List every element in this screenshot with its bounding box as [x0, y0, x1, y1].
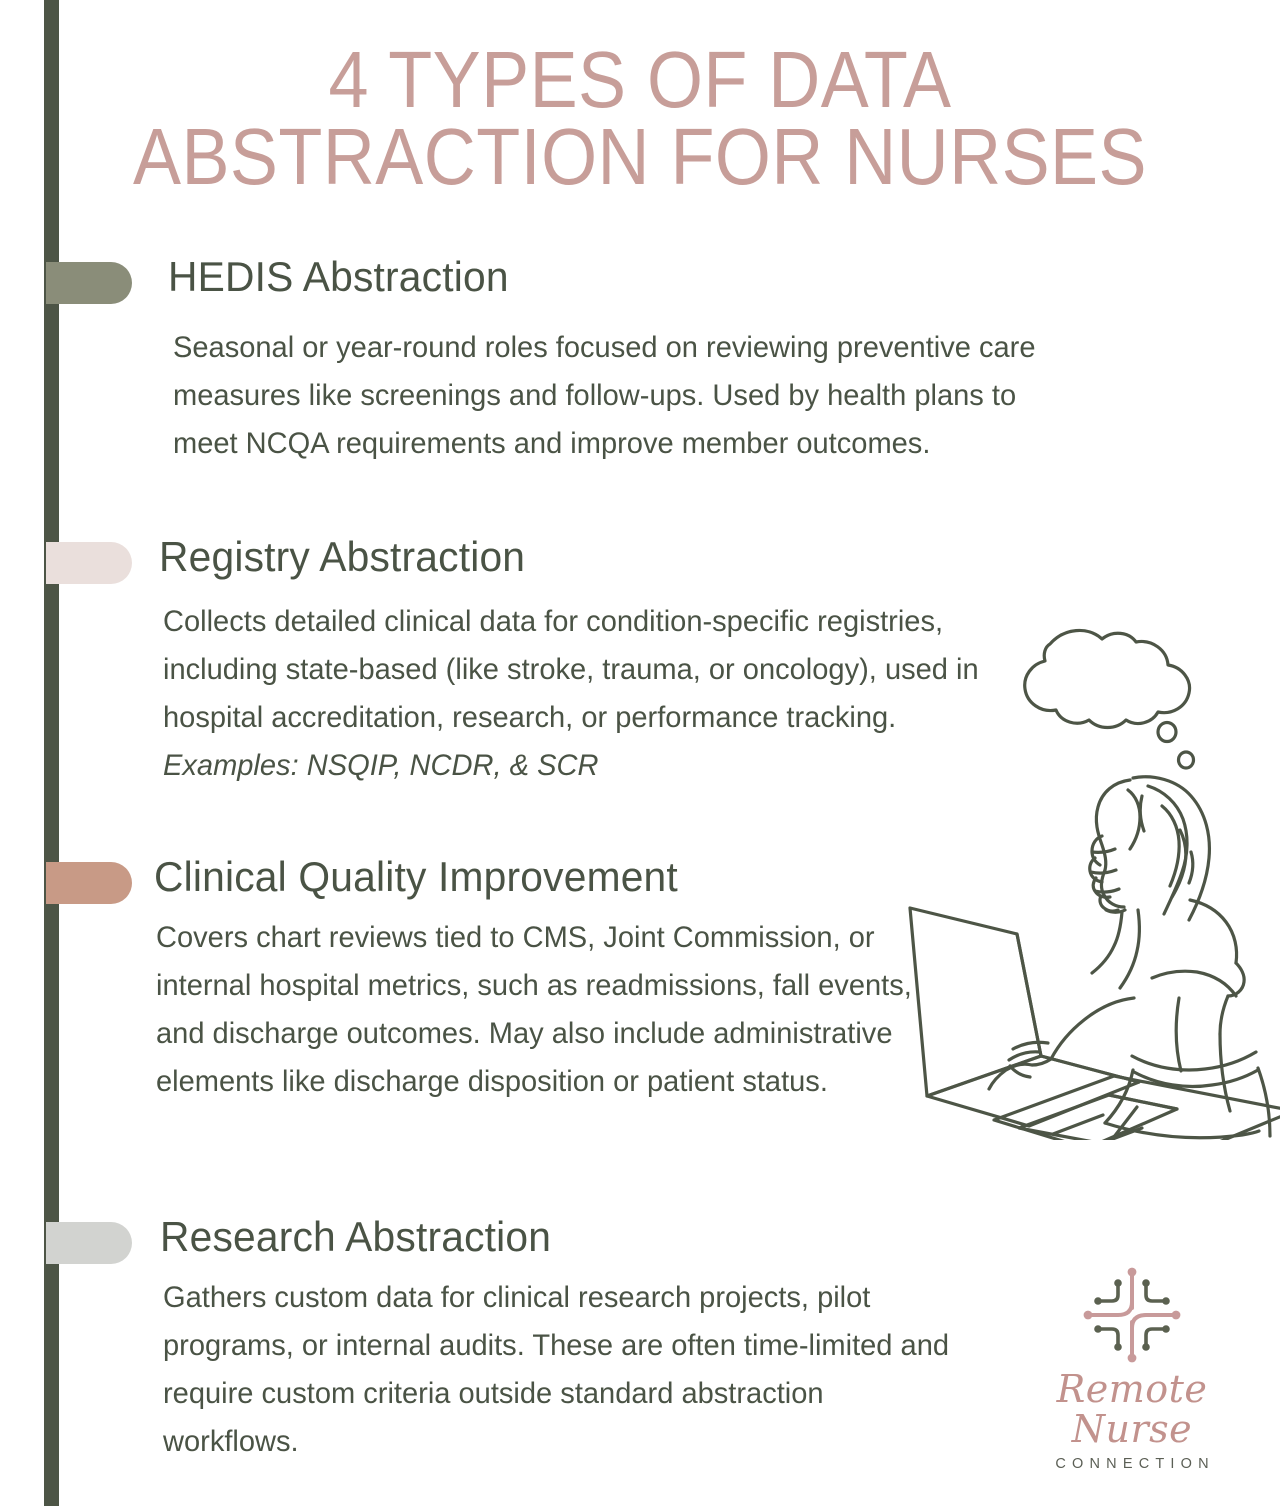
section-tab-research: [46, 1222, 132, 1264]
page-title-line-2: ABSTRACTION FOR NURSES: [132, 111, 1147, 201]
section-tab-registry: [46, 542, 132, 584]
section-heading-hedis: HEDIS Abstraction: [168, 253, 509, 300]
circuit-cross-logo-icon: [1076, 1264, 1188, 1366]
section-tab-clinical-quality: [46, 862, 132, 904]
section-heading-research: Research Abstraction: [160, 1213, 552, 1260]
section-body-clinical-quality: Covers chart reviews tied to CMS, Joint Commission, or internal hospital metrics, such as readmissions, fall events, and discharge outcomes. May also include administrative elements like discharge disposition or patient status.: [156, 921, 912, 1099]
section-body-registry: [163, 598, 995, 790]
left-accent-rail: [44, 0, 59, 1506]
section-body-registry-examples: Examples: NSQIP, NCDR, & SCR: [163, 749, 599, 783]
page-title-line-1: 4 TYPES OF DATA: [328, 35, 952, 124]
brand-logo: [1012, 1264, 1252, 1472]
section-heading-registry: Registry Abstraction: [159, 533, 526, 580]
section-heading-clinical-quality: Clinical Quality Improvement: [154, 853, 678, 900]
section-body-hedis: Seasonal or year-round roles focused on reviewing preventive care measures like screenings and follow-ups. Used by health plans to meet NCQA requirements and improve member outcomes.: [173, 331, 1036, 461]
section-body-research: Gathers custom data for clinical research projects, pilot programs, or internal audits. These are often time-limited and require custom criteria outside standard abstraction workflows.: [163, 1281, 950, 1459]
brand-name-subtitle: CONNECTION: [1055, 1455, 1215, 1472]
brand-name-script: Remote Nurse: [1056, 1367, 1208, 1451]
page-title: [60, 35, 1220, 201]
section-tab-hedis: [46, 262, 132, 304]
section-body-registry-main: Collects detailed clinical data for condition-specific registries, including state-based (like stroke, trauma, or oncology), used in hospital accreditation, research, or performance tracking.: [163, 605, 979, 735]
